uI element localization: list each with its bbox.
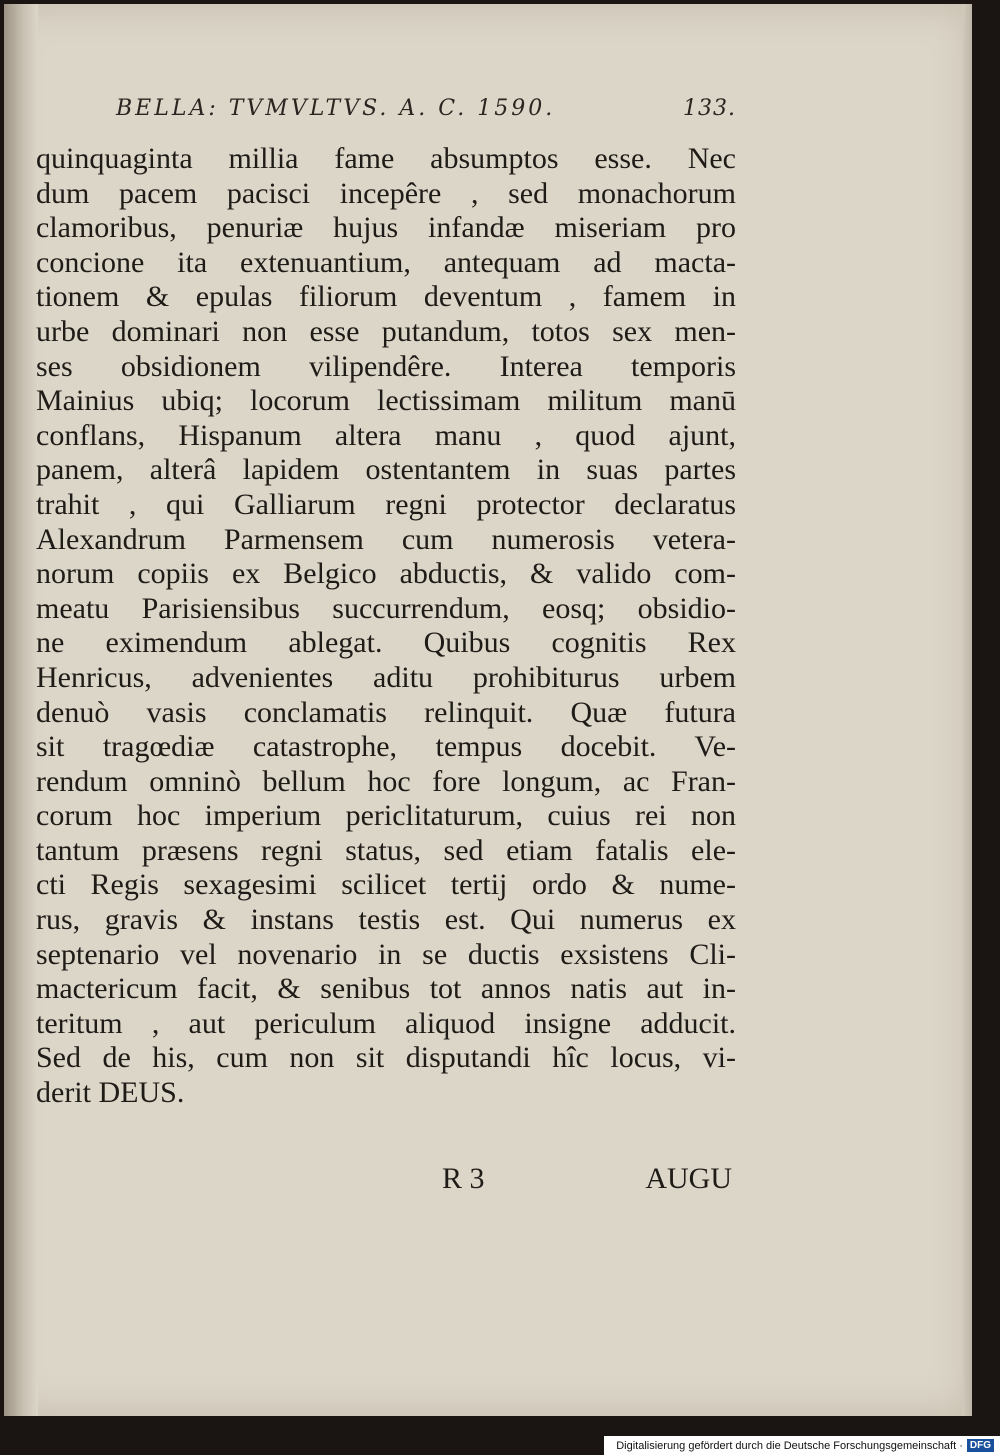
text-line: Sed de his, cum non sit disputandi hîc locus, vi- bbox=[36, 1041, 736, 1075]
text-line: norum copiis ex Belgico abductis, & valido com- bbox=[36, 557, 736, 591]
funding-text: Digitalisierung gefördert durch die Deutsche Forschungsgemeinschaft · bbox=[616, 1439, 963, 1452]
text-line: meatu Parisiensibus succurrendum, eosq; obsidio- bbox=[36, 591, 736, 625]
text-line: Mainius ubiq; locorum lectissimam militum manū bbox=[36, 384, 736, 418]
body-text bbox=[36, 142, 736, 1111]
text-line: teritum , aut periculum aliquod insigne adducit. bbox=[36, 1006, 736, 1040]
text-line: concione ita extenuantium, antequam ad macta- bbox=[36, 245, 736, 279]
text-line: ne eximendum ablegat. Quibus cognitis Rex bbox=[36, 626, 736, 660]
text-line: clamoribus, penuriæ hujus infandæ miseriam pro bbox=[36, 211, 736, 245]
book-page bbox=[4, 4, 972, 1416]
text-line: ses obsidionem vilipendêre. Interea temporis bbox=[36, 349, 736, 383]
text-line: mactericum facit, & senibus tot annos natis aut in- bbox=[36, 972, 736, 1006]
text-line: cti Regis sexagesimi scilicet tertij ordo & nume- bbox=[36, 868, 736, 902]
funding-notice bbox=[604, 1436, 1000, 1455]
text-line: rendum omninò bellum hoc fore longum, ac Fran- bbox=[36, 764, 736, 798]
text-line: panem, alterâ lapidem ostentantem in suas partes bbox=[36, 453, 736, 487]
page-number: 133. bbox=[683, 96, 736, 121]
text-line: trahit , qui Galliarum regni protector declaratus bbox=[36, 487, 736, 521]
text-line: conflans, Hispanum altera manu , quod ajunt, bbox=[36, 418, 736, 452]
text-line: urbe dominari non esse putandum, totos sex men- bbox=[36, 314, 736, 348]
page-gutter bbox=[4, 4, 38, 1416]
running-title: BELLA: TVMVLTVS. A. C. 1590. bbox=[116, 96, 556, 121]
text-line: Alexandrum Parmensem cum numerosis vetera- bbox=[36, 522, 736, 556]
page-footer bbox=[442, 1162, 732, 1198]
text-line: dum pacem pacisci incepêre , sed monachorum bbox=[36, 176, 736, 210]
text-line: tionem & epulas filiorum deventum , famem in bbox=[36, 280, 736, 314]
text-line: corum hoc imperium periclitaturum, cuius rei non bbox=[36, 799, 736, 833]
catchword: AUGU bbox=[645, 1162, 732, 1195]
page-edge bbox=[962, 4, 972, 1416]
text-line: denuò vasis conclamatis relinquit. Quæ futura bbox=[36, 695, 736, 729]
text-line: sit tragœdiæ catastrophe, tempus docebit. Ve- bbox=[36, 730, 736, 764]
text-line: tantum præsens regni status, sed etiam fatalis ele- bbox=[36, 833, 736, 867]
text-line: septenario vel novenario in se ductis exsistens Cli- bbox=[36, 937, 736, 971]
dfg-logo-icon: DFG bbox=[967, 1439, 994, 1452]
signature-mark: R 3 bbox=[442, 1162, 485, 1195]
text-line: quinquaginta millia fame absumptos esse. Nec bbox=[36, 142, 736, 175]
page-header bbox=[116, 96, 736, 132]
text-line: derit DEUS. bbox=[36, 1076, 185, 1110]
text-line: Henricus, advenientes aditu prohibiturus urbem bbox=[36, 660, 736, 694]
text-line: rus, gravis & instans testis est. Qui numerus ex bbox=[36, 903, 736, 937]
